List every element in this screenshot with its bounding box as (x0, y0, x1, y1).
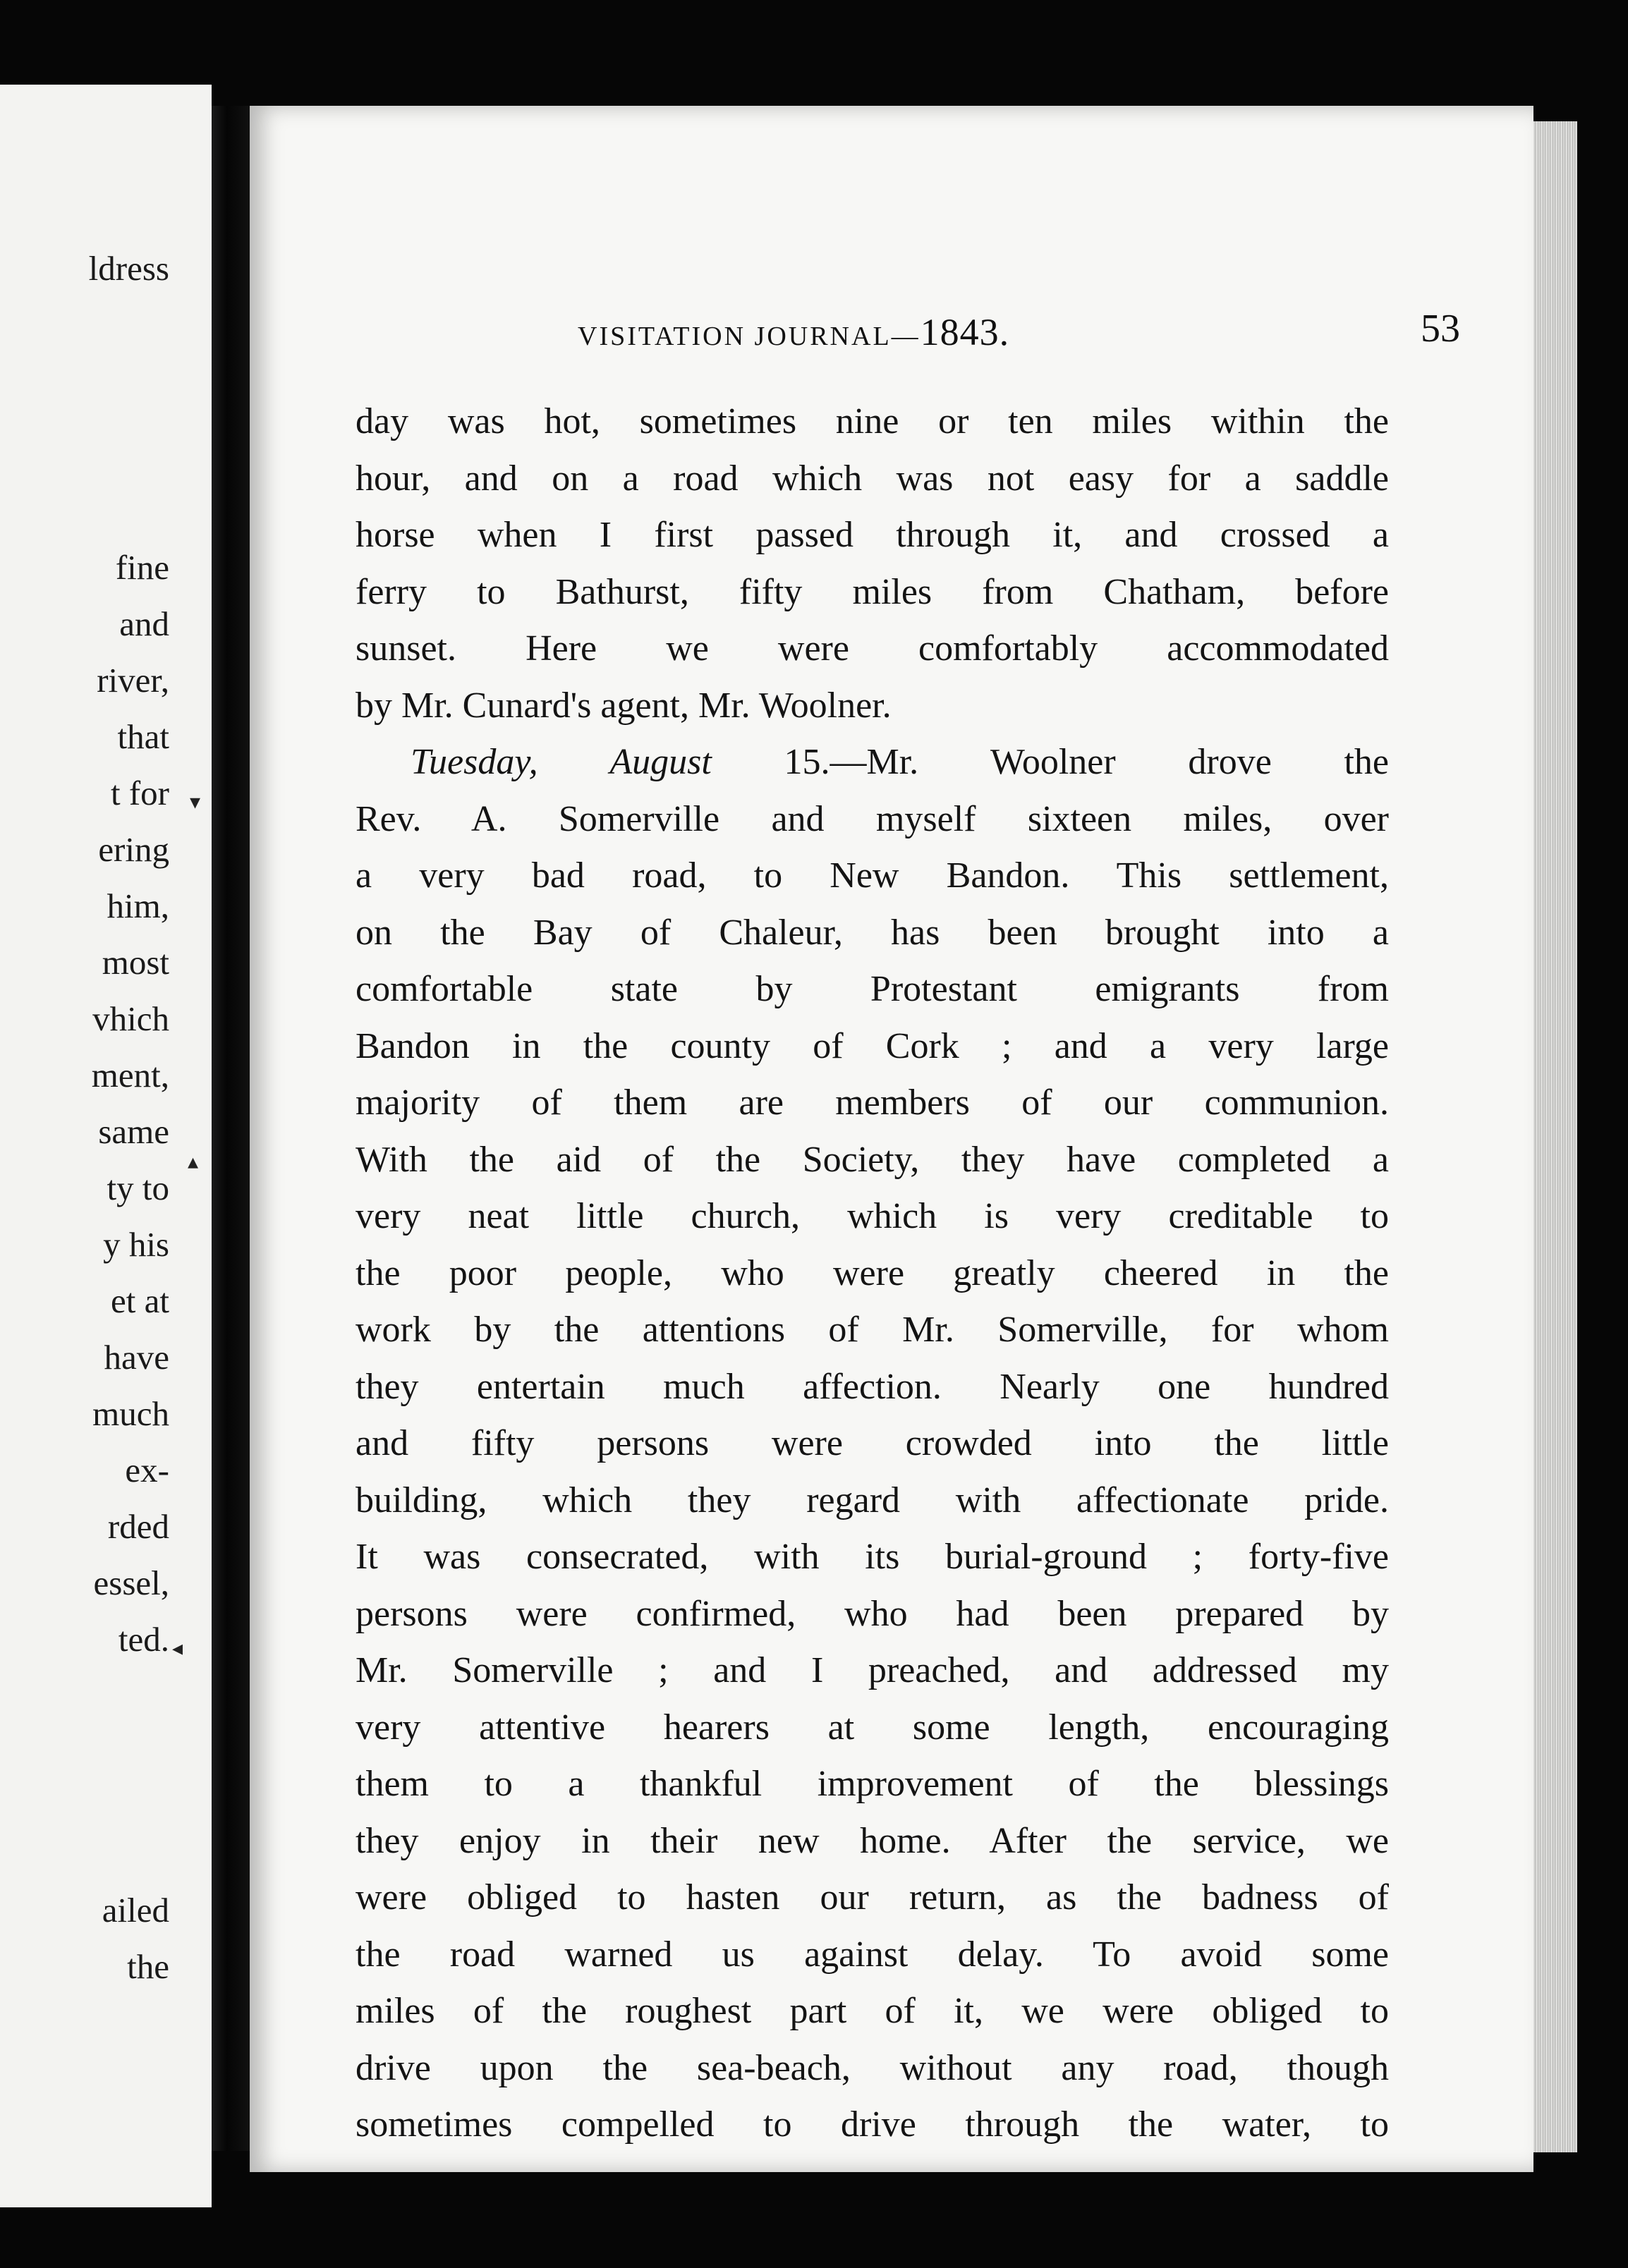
book-gutter (212, 106, 250, 2151)
body-text (356, 394, 1389, 2154)
running-head-year: 1843. (920, 311, 1010, 353)
left-page-line: ldress (88, 249, 169, 288)
scan-speck: ▾ (190, 791, 201, 814)
left-page-line: ering (98, 830, 169, 869)
text-line-17: work by the attentions of Mr. Somerville, for whom (356, 1310, 1389, 1350)
text-line-3: horse when I first passed through it, and crossed a (356, 515, 1389, 555)
text-line-14: With the aid of the Society, they have completed a (356, 1139, 1389, 1180)
text-line-19: and fifty persons were crowded into the little (356, 1423, 1389, 1463)
text-line-21: It was consecrated, with its burial-ground ; forty-five (356, 1537, 1389, 1577)
left-page-line: ment, (91, 1056, 169, 1095)
text-line-23: Mr. Somerville ; and I preached, and addressed my (356, 1650, 1389, 1690)
text-line-26: they enjoy in their new home. After the service, we (356, 1820, 1389, 1861)
left-page-line: fine (115, 548, 169, 587)
left-page-line: ex- (125, 1451, 169, 1489)
text-line-1: day was hot, sometimes nine or ten miles within the (356, 401, 1389, 441)
text-line-2: hour, and on a road which was not easy for a saddle (356, 458, 1389, 499)
left-page-line: same (98, 1112, 169, 1151)
left-page-line: et at (111, 1281, 169, 1320)
text-line-10: on the Bay of Chaleur, has been brought into a (356, 912, 1389, 953)
text-line-28: the road warned us against delay. To avoid some (356, 1934, 1389, 1975)
text-line-20: building, which they regard with affectionate pride. (356, 1480, 1389, 1520)
left-page-line: essel, (93, 1563, 169, 1602)
italic-date: Tuesday, August (411, 742, 712, 782)
text-line-12: Bandon in the county of Cork ; and a very large (356, 1025, 1389, 1066)
page-edges (1533, 121, 1577, 2152)
text-line-7: Tuesday, August 15.—Mr. Woolner drove the (411, 742, 1389, 782)
left-page-line: ailed (102, 1891, 169, 1929)
running-head-title: VISITATION JOURNAL—1843. (578, 311, 1010, 353)
left-page-line: most (102, 943, 169, 982)
text-line-18: they entertain much affection. Nearly one hundred (356, 1366, 1389, 1407)
text-line-25: them to a thankful improvement of the blessings (356, 1764, 1389, 1804)
left-page-line: ty to (107, 1169, 169, 1207)
text-line-31: sometimes compelled to drive through the water, to (356, 2104, 1389, 2145)
text-line-16: the poor people, who were greatly cheered in the (356, 1252, 1389, 1293)
page-number: 53 (1421, 307, 1460, 350)
left-page-line: and (119, 604, 169, 643)
text-line-4: ferry to Bathurst, fifty miles from Chatham, before (356, 571, 1389, 612)
text-line-6: by Mr. Cunard's agent, Mr. Woolner. (356, 685, 892, 726)
previous-page-fragment (0, 85, 212, 2207)
text-line-15: very neat little church, which is very creditable to (356, 1196, 1389, 1236)
text-line-13: majority of them are members of our communion. (356, 1083, 1389, 1123)
text-line-5: sunset. Here we were comfortably accommodated (356, 628, 1389, 669)
left-page-line: vhich (92, 999, 169, 1038)
left-page-line: rded (107, 1507, 169, 1546)
page-53 (172, 106, 1533, 2172)
scan-speck: ◂ (172, 1637, 183, 1660)
text-line-27: were obliged to hasten our return, as the badness of (356, 1877, 1389, 1918)
left-page-line: y his (103, 1225, 169, 1264)
text-line-11: comfortable state by Protestant emigrants from (356, 969, 1389, 1009)
running-head (250, 307, 1533, 367)
left-page-line: him, (107, 886, 169, 925)
text-line-29: miles of the roughest part of it, we were obliged to (356, 1991, 1389, 2031)
left-page-line: the (127, 1947, 169, 1986)
text-line-24: very attentive hearers at some length, encouraging (356, 1707, 1389, 1748)
left-page-line: much (92, 1394, 169, 1433)
left-page-line: river, (97, 661, 169, 700)
left-page-line: that (117, 717, 169, 756)
text-line-30: drive upon the sea-beach, without any road, though (356, 2047, 1389, 2088)
left-page-line: t for (111, 774, 169, 812)
text-line-8: Rev. A. Somerville and myself sixteen miles, over (356, 798, 1389, 839)
text-line-22: persons were confirmed, who had been prepared by (356, 1593, 1389, 1634)
left-page-line: have (104, 1338, 169, 1377)
left-page-line: ted. (118, 1620, 169, 1659)
scan-speck: ▴ (188, 1150, 199, 1173)
text-line-9: a very bad road, to New Bandon. This settlement, (356, 855, 1389, 896)
